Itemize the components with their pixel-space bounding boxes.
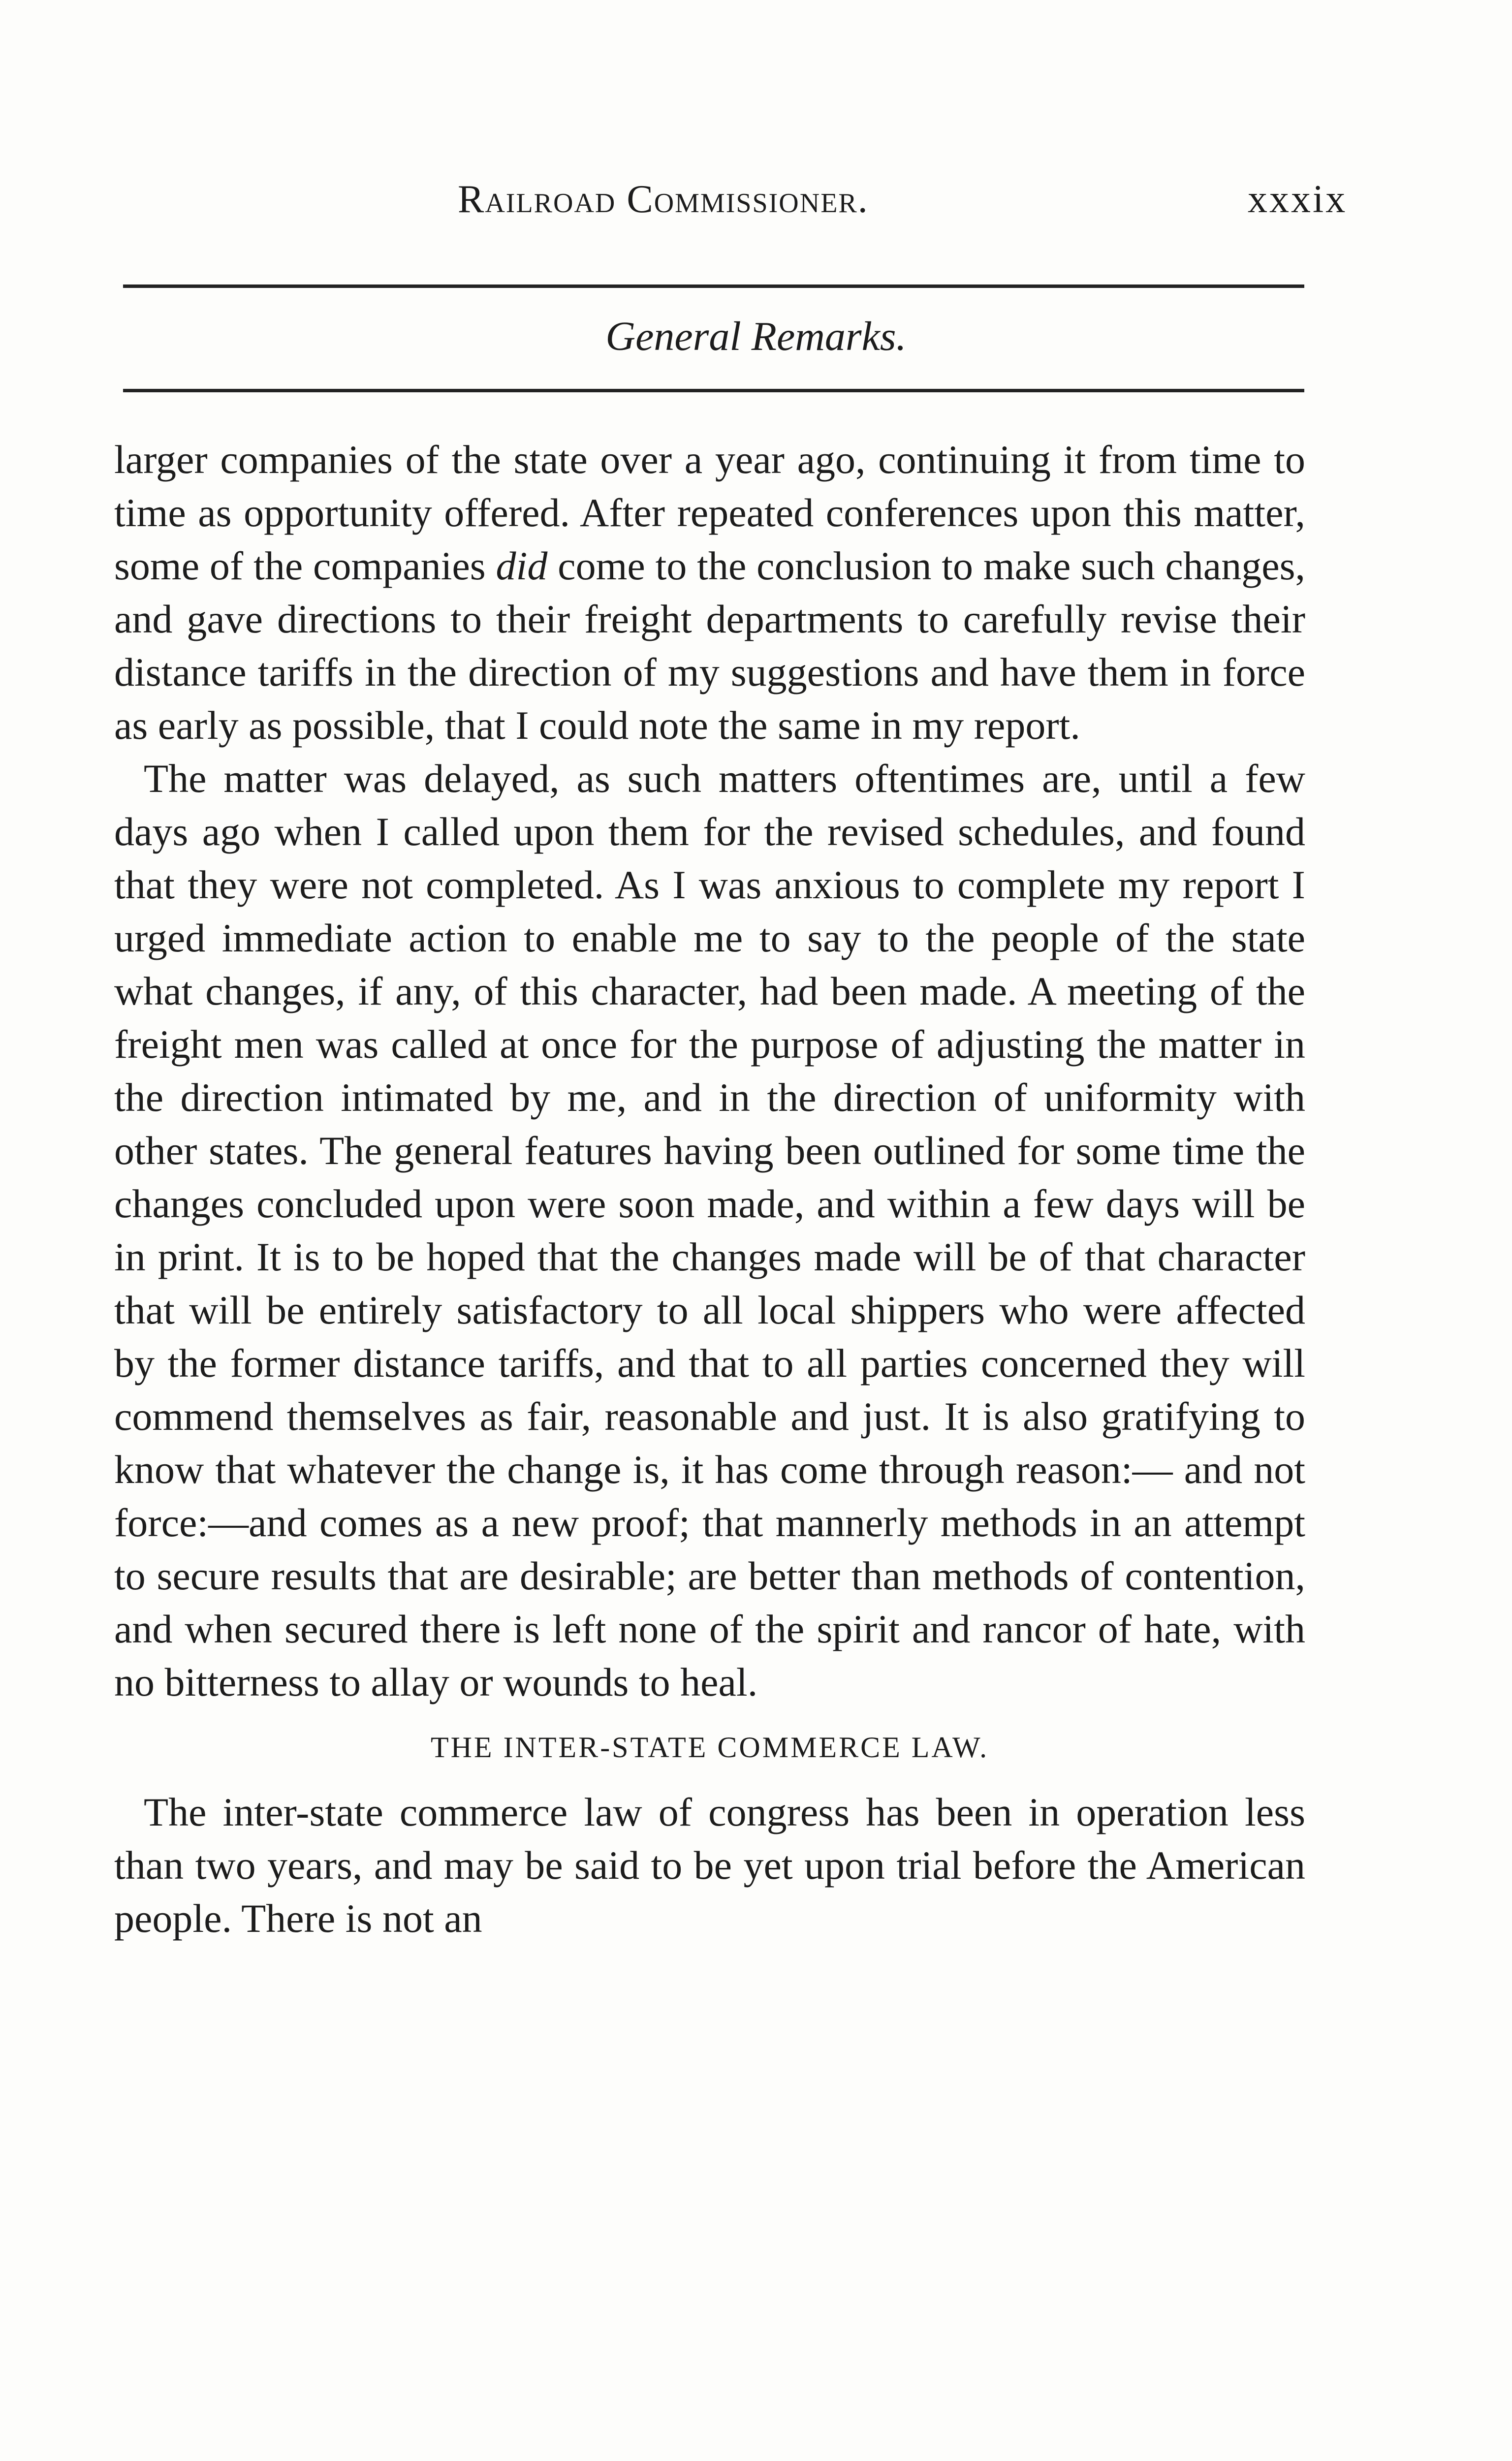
section-title: General Remarks. [605,314,907,359]
paragraph-2: The matter was delayed, as such matters oftentimes are, until a few days ago when I called upon them for the revised schedules, and found that they were not completed. As I was anxious to complete my report I urged immediate action to enable me to say to the people of the state what changes, if any, of this character, had been made. A meeting of the freight men was called at once for the purpose of adjusting the matter in the direction intimated by me, and in the direction of uniformity with other states. The general features having been outlined for some time the changes concluded upon were soon made, and within a few days will be in print. It is to be hoped that the changes made will be of that character that will be entirely satisfactory to all local shippers who were affected by the former distance tariffs, and that to all parties concerned they will commend themselves as fair, reasonable and just. It is also gratifying to know that whatever the change is, it has come through reason:— and not force:—and comes as a new proof; that mannerly methods in an attempt to secure results that are desirable; are better than methods of contention, and when secured there is left none of the spirit and rancor of hate, with no bitterness to allay or wounds to heal. [114,756,1305,1704]
body-text [114,433,1305,1945]
top-rule [123,284,1304,288]
bottom-rule [123,389,1304,392]
running-title: Railroad Commissioner. [458,178,869,221]
paragraph-1-text-start: larger companies of the state over a year ago, continuing it from time to time as opportunity offered. After repeated conferences upon this matter, some of the companies [114,437,1305,588]
paragraph-1-text-end: come to the conclusion to make such changes, and gave directions to their freight departments to carefully revise their distance tariffs in the direction of my suggestions and have them in force as early as possible, that I could note the same in my report. [114,543,1305,748]
subheading: THE INTER-STATE COMMERCE LAW. [430,1731,989,1764]
page-number: xxxix [1248,178,1348,221]
paragraph-1 [114,433,1305,752]
paragraph-1-emphasis: did [496,543,548,588]
paragraph-3: The inter-state commerce law of congress has been in operation less than two years, and may be said to be yet upon trial before the American people. There is not an [114,1790,1305,1941]
